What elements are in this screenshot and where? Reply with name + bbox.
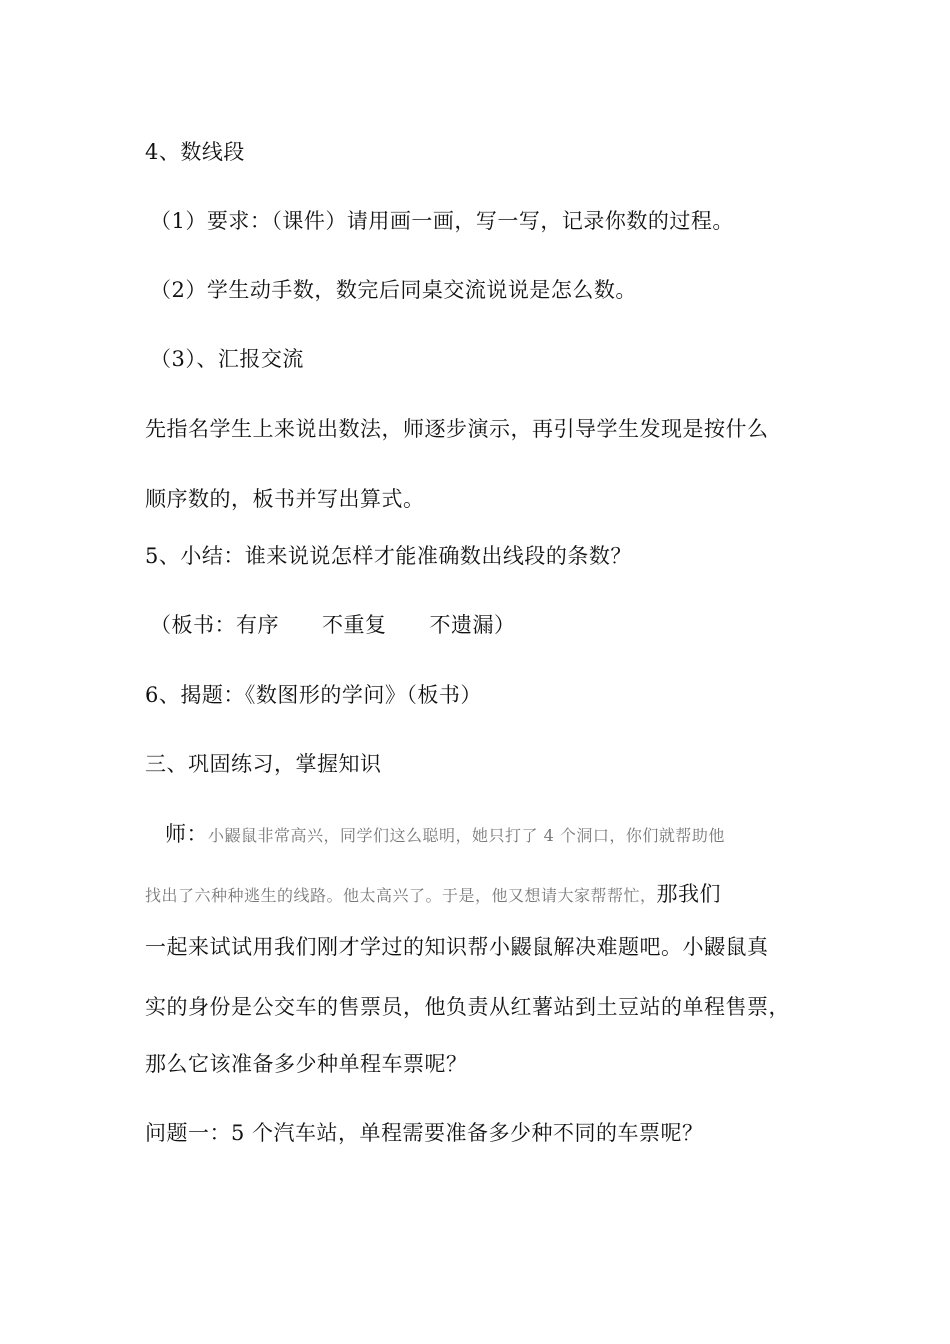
step-2-student-count: （2）学生动手数，数完后同桌交流说说是怎么数。 [150,278,637,302]
section-heading-6: 6、揭题：《数图形的学问》（板书） [145,683,482,707]
continuation-line: 那么它该准备多少种单程车票呢？ [145,1052,468,1076]
teacher-line [165,820,725,850]
step-3-report: （3）、汇报交流 [150,347,304,371]
teacher-text: 小鼹鼠非常高兴，同学们这么聪明，她只打了 4 个洞口，你们就帮助他 [208,826,725,845]
mixed-line-normal: 那我们 [656,882,722,906]
mixed-line-gray: 找出了六种种逃生的线路。他太高兴了。于是，他又想请大家帮帮忙， [145,886,657,905]
question-one: 问题一：5 个汽车站，单程需要准备多少种不同的车票呢？ [145,1121,704,1145]
continuation-line: 实的身份是公交车的售票员，他负责从红薯站到土豆站的单程售票， [145,995,790,1019]
paragraph-line: 先指名学生上来说出数法，师逐步演示，再引导学生发现是按什么 [145,417,769,441]
section-heading-three: 三、巩固练习，掌握知识 [145,752,382,776]
section-heading-4: 4、数线段 [145,140,245,164]
continuation-line: 一起来试试用我们刚才学过的知识帮小鼹鼠解决难题吧。小鼹鼠真 [145,935,769,959]
step-1-requirement: （1）要求：（课件）请用画一画，写一写，记录你数的过程。 [150,209,734,233]
teacher-label: 师： [165,822,208,846]
mixed-line [145,880,721,910]
paragraph-line: 顺序数的，板书并写出算式。 [145,487,425,511]
section-heading-5: 5、小结：谁来说说怎样才能准确数出线段的条数？ [145,544,632,568]
board-note: （板书：有序 不重复 不遗漏） [150,613,516,637]
